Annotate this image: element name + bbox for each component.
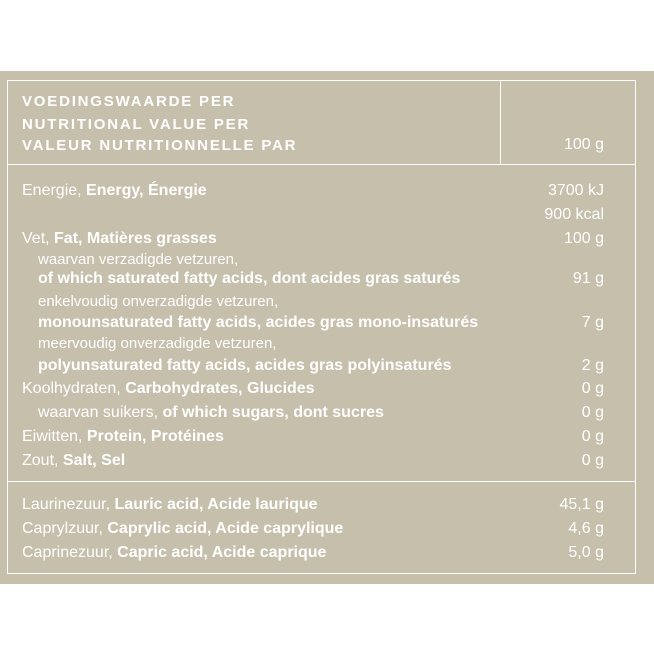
- row-value: 5,0 g: [568, 544, 604, 561]
- header-title-fr: VALEUR NUTRITIONNELLE PAR: [22, 137, 298, 154]
- row-poly-nl: meervoudig onverzadigde vetzuren,: [38, 335, 277, 352]
- row-lauric-acid: [22, 494, 604, 516]
- row-protein: [22, 426, 604, 448]
- row-value: 91 g: [572, 270, 604, 287]
- row-salt: [22, 450, 604, 472]
- row-capric-acid: [22, 542, 604, 564]
- row-caprylic-acid: [22, 518, 604, 540]
- row-label: Eiwitten, Protein, Protéines: [22, 428, 224, 445]
- row-label: polyunsaturated fatty acids, acides gras polyinsaturés: [38, 357, 452, 374]
- row-mono: [22, 312, 604, 334]
- row-value: 0 g: [581, 404, 604, 421]
- row-value: 3700 kJ: [547, 182, 604, 199]
- row-value: 900 kcal: [544, 206, 604, 223]
- row-label: Caprylzuur, Caprylic acid, Acide caprylique: [22, 520, 344, 537]
- nutrition-table: [0, 71, 654, 584]
- row-value: 2 g: [581, 357, 604, 374]
- header-title-nl: VOEDINGSWAARDE PER: [22, 93, 236, 110]
- row-label: monounsaturated fatty acids, acides gras mono-insaturés: [38, 314, 479, 331]
- row-poly: [22, 355, 604, 377]
- row-label: of which saturated fatty acids, dont acides gras saturés: [38, 270, 461, 287]
- row-mono-nl: enkelvoudig onverzadigde vetzuren,: [38, 293, 279, 310]
- row-value: 100 g: [563, 230, 604, 247]
- row-label: Koolhydraten, Carbohydrates, Glucides: [22, 380, 315, 397]
- row-saturated-nl: waarvan verzadigde vetzuren,: [38, 251, 239, 268]
- row-value: 4,6 g: [568, 520, 604, 537]
- row-energy: [22, 180, 604, 202]
- row-label: Vet, Fat, Matières grasses: [22, 230, 217, 247]
- row-label: Laurinezuur, Lauric acid, Acide laurique: [22, 496, 318, 513]
- header-column-divider: [500, 81, 501, 164]
- section-divider: [7, 481, 636, 482]
- row-value: 0 g: [581, 452, 604, 469]
- row-label: waarvan suikers, of which sugars, dont sucres: [38, 404, 384, 421]
- row-energy-kcal: [22, 204, 604, 226]
- row-value: 0 g: [581, 380, 604, 397]
- row-label: Caprinezuur, Capric acid, Acide caprique: [22, 544, 327, 561]
- row-carbohydrates: [22, 378, 604, 400]
- row-value: 45,1 g: [559, 496, 604, 513]
- row-value: 7 g: [581, 314, 604, 331]
- row-label: Energie, Energy, Énergie: [22, 182, 207, 199]
- row-fat: [22, 228, 604, 250]
- row-label: Zout, Salt, Sel: [22, 452, 126, 469]
- header-title-en: NUTRITIONAL VALUE PER: [22, 116, 251, 133]
- row-saturated: [22, 268, 604, 290]
- row-sugars: [22, 402, 604, 424]
- row-value: 0 g: [581, 428, 604, 445]
- header-per-value: 100 g: [563, 136, 604, 153]
